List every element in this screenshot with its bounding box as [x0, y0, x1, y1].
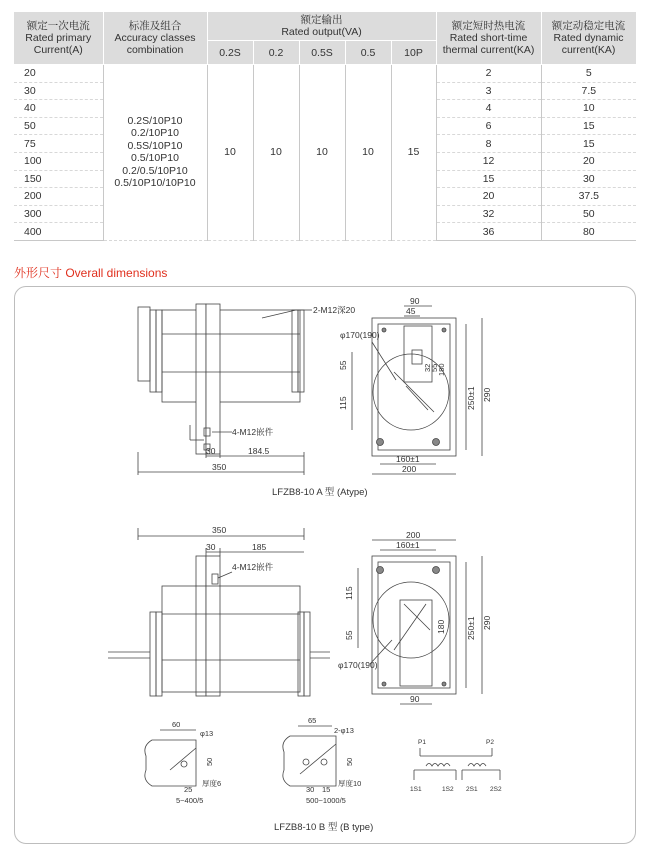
type-a-dim-32: 32	[423, 363, 432, 372]
type-b-dim-250: 250±1	[466, 616, 476, 640]
cell-primary-current: 400	[14, 223, 103, 241]
header-thermal-current: 额定短时热电流 Rated short-time thermal current(KA)	[436, 12, 541, 65]
cell-output-0-5: 10	[345, 65, 391, 241]
cell-primary-current: 40	[14, 100, 103, 118]
terminal-1-range: 5~400/5	[176, 796, 204, 805]
type-a-dim-90: 90	[410, 296, 420, 306]
type-a-bolts-label: 2-M12深20	[313, 305, 356, 315]
wiring-1s2: 1S2	[442, 786, 454, 793]
type-a-caption: LFZB8-10 A 型 (Atype)	[272, 487, 368, 498]
cell-output-0-5s: 10	[299, 65, 345, 241]
cell-dynamic: 10	[541, 100, 636, 118]
cell-thermal: 36	[436, 223, 541, 241]
cell-primary-current: 20	[14, 65, 103, 83]
cell-thermal: 12	[436, 152, 541, 170]
type-a-dim-290: 290	[482, 387, 492, 402]
type-a-dim-184-5: 184.5	[248, 446, 270, 456]
type-b-dim-290: 290	[482, 615, 492, 630]
wiring-p1: P1	[418, 739, 426, 746]
wiring-diagram	[410, 739, 502, 793]
type-b-dim-185: 185	[252, 542, 267, 552]
header-primary-current: 额定一次电流 Rated primary Current(A)	[14, 12, 103, 65]
cell-thermal: 4	[436, 100, 541, 118]
type-b-inserts-label: 4-M12嵌件	[232, 562, 274, 572]
type-b-dim-90: 90	[410, 694, 420, 704]
terminal-1-dim-60: 60	[172, 720, 181, 729]
terminal-1-dim-25: 25	[184, 785, 193, 794]
type-a-dim-350: 350	[212, 462, 227, 472]
cell-primary-current: 300	[14, 205, 103, 223]
cell-primary-current: 30	[14, 82, 103, 100]
terminal-1-dim-13: φ13	[200, 729, 214, 738]
cell-dynamic: 15	[541, 117, 636, 135]
header-class-0-5: 0.5	[345, 41, 391, 65]
type-b-dim-170: φ170(190)	[338, 660, 378, 670]
cell-thermal: 3	[436, 82, 541, 100]
header-rated-output: 额定输出 Rated output(VA)	[207, 12, 436, 41]
cell-thermal: 20	[436, 188, 541, 206]
terminal-2-dim-13: 2-φ13	[334, 726, 354, 735]
type-a-front-view	[338, 296, 492, 474]
type-b-dim-115: 115	[344, 586, 354, 600]
type-b-side-view	[108, 525, 330, 696]
cell-primary-current: 150	[14, 170, 103, 188]
terminal-detail-1	[145, 720, 221, 805]
cell-thermal: 8	[436, 135, 541, 153]
cell-primary-current: 50	[14, 117, 103, 135]
cell-dynamic: 37.5	[541, 188, 636, 206]
header-class-0-5s: 0.5S	[299, 41, 345, 65]
terminal-2-range: 500~1000/5	[306, 796, 346, 805]
wiring-1s1: 1S1	[410, 786, 422, 793]
type-a-dim-55-inner: 55	[430, 363, 439, 372]
terminal-2-thickness: 厚度10	[338, 779, 362, 788]
type-b-front-view	[338, 530, 492, 704]
type-b-dim-30: 30	[206, 542, 216, 552]
cell-dynamic: 30	[541, 170, 636, 188]
header-accuracy: 标准及组合 Accuracy classes combination	[103, 12, 207, 65]
type-a-dim-200: 200	[402, 464, 417, 474]
type-a-dim-45: 45	[406, 306, 416, 316]
cell-thermal: 15	[436, 170, 541, 188]
cell-accuracy-combinations: 0.2S/10P10 0.2/10P10 0.5S/10P10 0.5/10P10 0.2/0.5/10P10 0.5/10P10/10P10	[103, 65, 207, 241]
cell-output-0-2: 10	[253, 65, 299, 241]
cell-dynamic: 15	[541, 135, 636, 153]
wiring-p2: P2	[486, 739, 494, 746]
type-b-dim-350: 350	[212, 525, 227, 535]
cell-primary-current: 200	[14, 188, 103, 206]
type-a-dim-115: 115	[338, 396, 348, 410]
section-title: 外形尺寸 Overall dimensions	[14, 266, 168, 280]
type-a-dim-170: φ170(190)	[340, 330, 380, 340]
header-class-0-2: 0.2	[253, 41, 299, 65]
type-a-inserts-label: 4-M12嵌件	[232, 427, 274, 437]
wiring-2s2: 2S2	[490, 786, 502, 793]
type-a-side-view	[138, 304, 355, 475]
terminal-detail-2	[283, 716, 361, 805]
cell-thermal: 2	[436, 65, 541, 83]
cell-dynamic: 80	[541, 223, 636, 241]
cell-thermal: 6	[436, 117, 541, 135]
terminal-2-dim-15: 15	[322, 785, 331, 794]
type-b-dim-200: 200	[406, 530, 421, 540]
cell-dynamic: 50	[541, 205, 636, 223]
terminal-2-dim-50: 50	[345, 757, 354, 766]
cell-primary-current: 100	[14, 152, 103, 170]
cell-output-10p: 15	[391, 65, 436, 241]
type-a-dim-160: 160±1	[396, 454, 420, 464]
terminal-2-dim-30: 30	[306, 785, 315, 794]
type-b-dim-160: 160±1	[396, 540, 420, 550]
cell-output-0-2s: 10	[207, 65, 253, 241]
header-class-0-2s: 0.2S	[207, 41, 253, 65]
cell-thermal: 32	[436, 205, 541, 223]
terminal-2-dim-65: 65	[308, 716, 317, 725]
terminal-1-dim-50: 50	[205, 757, 214, 766]
type-a-dim-180: 180	[437, 363, 446, 376]
type-b-caption: LFZB8-10 B 型 (B type)	[274, 822, 374, 833]
type-b-dim-55: 55	[344, 630, 354, 640]
cell-primary-current: 75	[14, 135, 103, 153]
header-dynamic-current: 额定动稳定电流 Rated dynamic current(KA)	[541, 12, 636, 65]
wiring-2s1: 2S1	[466, 786, 478, 793]
header-class-10p: 10P	[391, 41, 436, 65]
type-a-dim-30: 30	[206, 446, 216, 456]
cell-dynamic: 20	[541, 152, 636, 170]
type-b-dim-180: 180	[436, 619, 446, 634]
type-a-dim-55: 55	[338, 360, 348, 370]
cell-dynamic: 7.5	[541, 82, 636, 100]
type-a-dim-250: 250±1	[466, 386, 476, 410]
cell-dynamic: 5	[541, 65, 636, 83]
terminal-1-thickness: 厚度6	[202, 779, 222, 788]
